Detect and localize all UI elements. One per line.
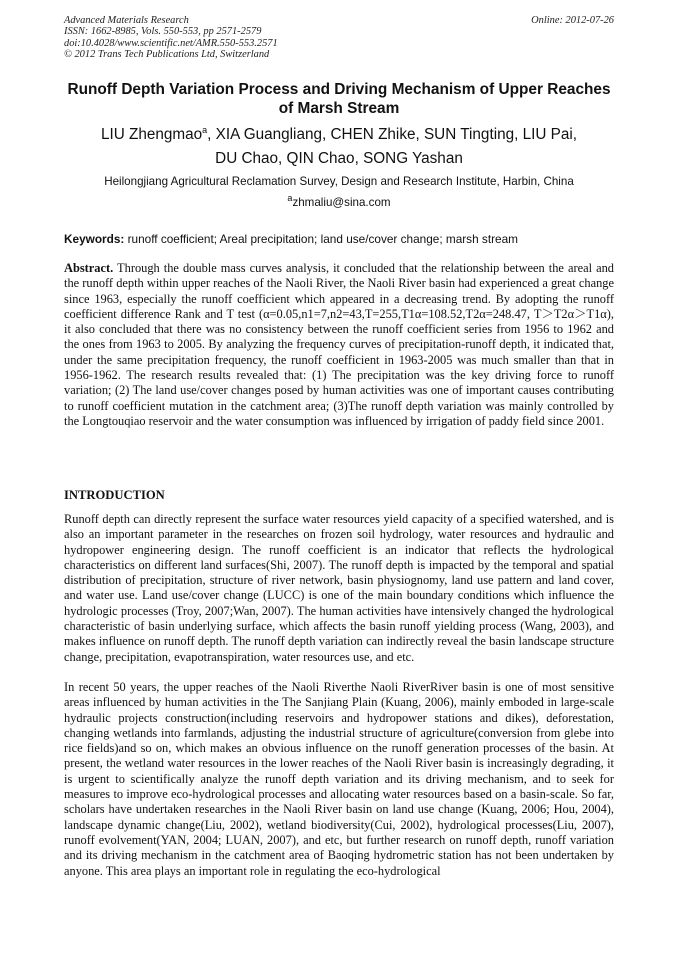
- section-heading-introduction: INTRODUCTION: [64, 488, 165, 502]
- email-superscript: a: [287, 193, 293, 204]
- author-line-2: DU Chao, QIN Chao, SONG Yashan: [215, 150, 463, 167]
- abstract-label: Abstract.: [64, 261, 114, 275]
- issn-line: ISSN: 1662-8985, Vols. 550-553, pp 2571-2579: [64, 26, 262, 38]
- keywords-label: Keywords:: [64, 232, 125, 246]
- online-date: Online: 2012-07-26: [531, 15, 614, 26]
- keywords-text: runoff coefficient; Areal precipitation; land use/cover change; marsh stream: [124, 232, 518, 246]
- copyright-line: © 2012 Trans Tech Publications Ltd, Switzerland: [64, 49, 270, 61]
- doi-line: doi:10.4028/www.scientific.net/AMR.550-553.2571: [64, 37, 278, 49]
- abstract-text: Through the double mass curves analysis, it concluded that the relationship between the areal and the runoff depth within upper reaches of the Naoli River, the Naoli River basin had experienced a great change since 1963, especially the runoff coefficient which appeared in a decreasing trend. By adopting the runoff coefficient difference Rank and T test (α=0.05,n1=7,n2=43,T=255,T1α=108.52,T2α=248.47, T＞T2α＞T1α), it also concluded that there was no consistency between the runoff coefficient series from 1956 to 1962 and the ones from 1963 to 2005. By analyzing the frequency curves of precipitation-runoff depth, it indicated that, under the same precipitation frequency, the runoff coefficient in 1963-2005 was much smaller than that in 1956-1962. The research results revealed that: (1) The precipitation was the key driving force to runoff variation; (2) The land use/cover changes posed by human activities was one of important causes contributing to runoff coefficient mutation in the catchment area; (3)The runoff depth variation was mainly controlled by the Longtouqiao reservoir and the water consumption was influenced by irrigation of paddy field since 2001.: [64, 261, 614, 428]
- first-author-superscript: a: [202, 124, 208, 135]
- journal-header: [64, 15, 464, 61]
- author-list: [40, 123, 638, 171]
- affiliation: Heilongjiang Agricultural Reclamation Survey, Design and Research Institute, Harbin, China: [104, 175, 574, 188]
- intro-paragraph-1: Runoff depth can directly represent the surface water resources yield capacity of a specified watershed, and is also an important parameter in the researches on frozen soil hydrology, water resources and hydraulic and hydropower engineering design. The runoff coefficient is an indicator that reflects the hydrological characteristics on different land surfaces(Shi, 2007). The runoff depth is impacted by the temporal and spatial distribution of precipitation, structure of river network, basin physiognomy, land use pattern and land cover, and water use. Land use/cover change (LUCC) is one of the main boundary conditions which influence the hydrologic processes (Troy, 2007;Wan, 2007). The human activities have intensively changed the hydrological characteristic of basin underlying surface, which affects the basin runoff yielding process (Wang, 2003), and makes influence on runoff depth. The runoff depth variation can indirectly reveal the basin landscape structure change, precipitation, evapotranspiration, water resources use, and etc.: [64, 512, 614, 664]
- abstract: [64, 261, 614, 429]
- keywords: [64, 232, 624, 246]
- email-address: zhmaliu@sina.com: [292, 196, 391, 209]
- paper-title: Runoff Depth Variation Process and Driving Mechanism of Upper Reaches of Marsh Stream: [67, 81, 611, 117]
- email-line: [40, 193, 638, 210]
- intro-paragraph-2: In recent 50 years, the upper reaches of the Naoli Riverthe Naoli RiverRiver basin is one of most sensitive areas influenced by human activities in the The Sanjiang Plain (Kuang, 2006), mainly emboded in large-scale hydraulic projects construction(including reservoirs and hydropower stations and dikes), deforestation, changing wetlands into farmlands, adjusting the industrial structure of agriculture(conversion from glebe into rice fields)and so on, which makes an obvious influence on the runoff generation processes of the basin. At present, the wetland water resources in the lower reaches of the Naoli River basin is increasingly degrading, it is urgent to scientifically analyze the runoff depth variation and its driving mechanism, and to seek for measures to improve eco-hydrological processes and allocating water resources based on a basin-scale. So far, scholars have undertaken researches in the Naoli River basin on land use change (Kuang, 2006; Hou, 2004), landscape dynamic change(Liu, 2002), wetland biodiversity(Cui, 2002), hydrological processes(Liu, 2007), runoff evolvement(YAN, 2004; LUAN, 2007), and etc, but further research on runoff depth, runoff variation and its driving mechanism in the catchment area of Baoqing hydrometric station has not been undertaken by anyone. This area plays an important role in regulating the eco-hydrological: [64, 680, 614, 878]
- author-line-1: [40, 123, 638, 147]
- co-authors-line-1: , XIA Guangliang, CHEN Zhike, SUN Tingting, LIU Pai,: [207, 126, 578, 143]
- first-author: LIU Zhengmao: [100, 126, 203, 143]
- journal-name: Advanced Materials Research: [64, 15, 189, 26]
